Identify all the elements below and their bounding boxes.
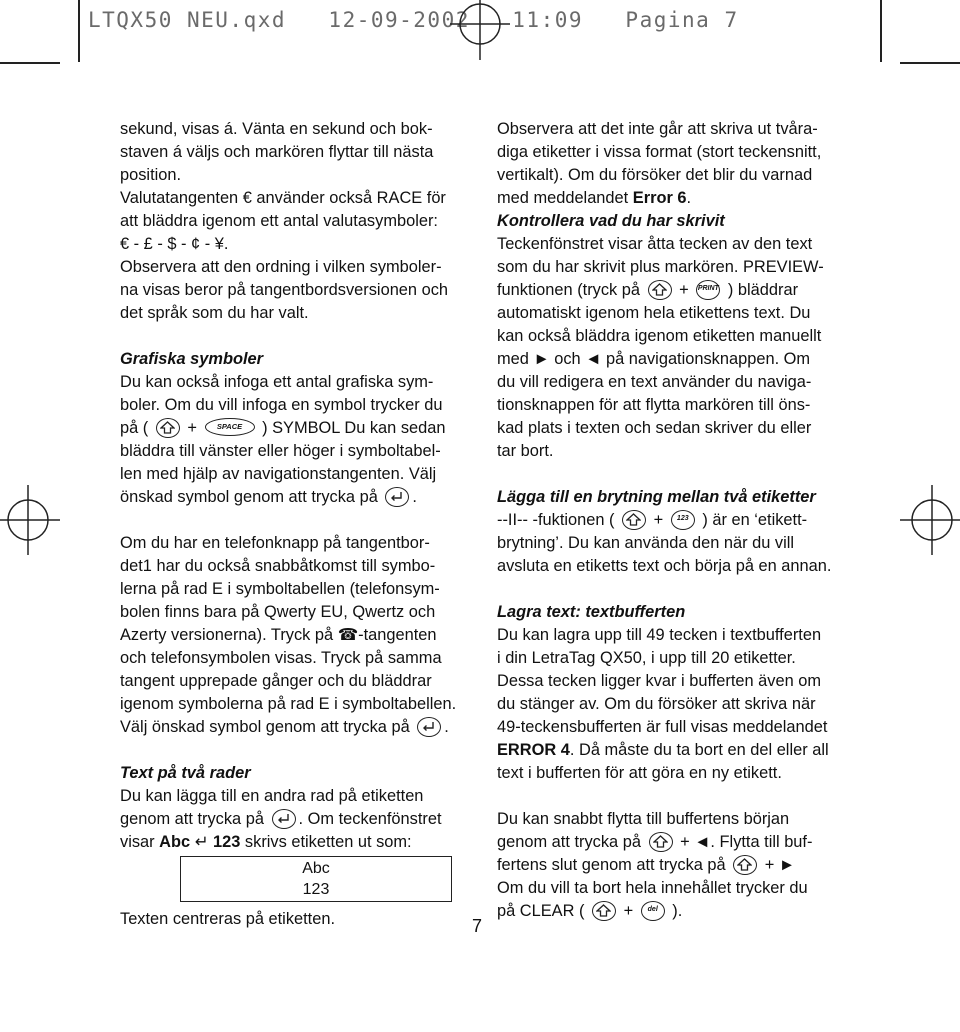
- text-line-with-key: genom att trycka på + ◄. Flytta till buf-: [497, 833, 813, 851]
- text-line: Du kan lägga till en andra rad på etiketten: [120, 787, 424, 805]
- text-line: du stänger av. Om du försöker att skriva när: [497, 695, 816, 713]
- text-line: som du har skrivit plus markören. PREVIEW-: [497, 258, 824, 276]
- text-line: ERROR 4. Då måste du ta bort en del eller all: [497, 741, 829, 759]
- text-line: och telefonsymbolen visas. Tryck på samma: [120, 649, 442, 667]
- section-heading-grafiska: Grafiska symboler: [120, 350, 264, 368]
- registration-mark-right: [900, 480, 960, 560]
- text-line: staven á väljs och markören flyttar till nästa: [120, 143, 434, 161]
- text-line-with-keys: funktionen (tryck på + PRINT ) bläddrar: [497, 281, 799, 299]
- text-line: igenom symbolerna på rad E i symboltabellen.: [120, 695, 457, 713]
- text-line: visar Abc ↵ 123 skrivs etiketten ut som:: [120, 833, 412, 851]
- crop-mark-top-right: [880, 0, 882, 62]
- document-slug-header: LTQX50 NEU.qxd 12-09-2002 11:09 Pagina 7: [88, 8, 739, 32]
- text-line: Du kan snabbt flytta till buffertens början: [497, 810, 790, 828]
- currency-symbols-line: € - £ - $ - ¢ - ¥.: [120, 235, 229, 253]
- text-line: brytning’. Du kan använda den när du vill: [497, 534, 795, 552]
- text-line: Om du har en telefonknapp på tangentbor-: [120, 534, 430, 552]
- text-line: Texten centreras på etiketten.: [120, 910, 336, 928]
- text-line: na visas beror på tangentbordsversionen och: [120, 281, 449, 299]
- crop-mark-top-left: [78, 0, 80, 62]
- text-line: i din LetraTag QX50, i upp till 20 etiketter.: [497, 649, 796, 667]
- text-line-with-key: Välj önskad symbol genom att trycka på .: [120, 718, 449, 736]
- crop-mark-top-left-h: [0, 62, 60, 64]
- shift-key-icon: [648, 280, 672, 300]
- shift-key-icon: [592, 901, 616, 921]
- section-heading-brytning: Lägga till en brytning mellan två etiketter: [497, 488, 816, 506]
- section-heading-tva-rader: Text på två rader: [120, 764, 251, 782]
- text-line: Valutatangenten € använder också RACE för: [120, 189, 446, 207]
- space-key-icon: SPACE: [205, 418, 255, 436]
- text-line: det språk som du har valt.: [120, 304, 309, 322]
- text-line-with-key: önskad symbol genom att trycka på .: [120, 488, 417, 506]
- text-line: Azerty versionerna). Tryck på ☎-tangenten: [120, 626, 437, 644]
- text-line-with-key: fertens slut genom att trycka på + ►: [497, 856, 796, 874]
- text-line-with-keys: på ( + SPACE ) SYMBOL Du kan sedan: [120, 419, 446, 437]
- text-line: len med hjälp av navigationstangenten. Välj: [120, 465, 437, 483]
- text-line: kan också bläddra igenom etiketten manuellt: [497, 327, 822, 345]
- text-line: Observera att det inte går att skriva ut tvåra-: [497, 120, 818, 138]
- text-line: kad plats i texten och sedan skriver du eller: [497, 419, 812, 437]
- label-preview-box: Abc 123: [180, 856, 452, 902]
- text-line: diga etiketter i vissa format (stort teckensnitt,: [497, 143, 822, 161]
- text-line: Om du vill ta bort hela innehållet trycker du: [497, 879, 808, 897]
- registration-mark-left: [0, 480, 60, 560]
- text-line-with-keys: på CLEAR ( + del ).: [497, 902, 683, 920]
- enter-key-icon: [272, 809, 296, 829]
- right-column: [497, 118, 842, 923]
- page-number: 7: [472, 916, 483, 936]
- text-line: med meddelandet Error 6.: [497, 189, 692, 207]
- delete-key-icon: del: [641, 901, 665, 921]
- text-line: Teckenfönstret visar åtta tecken av den text: [497, 235, 813, 253]
- enter-key-icon: [417, 717, 441, 737]
- text-line: lerna på rad E i symboltabellen (telefonsym-: [120, 580, 440, 598]
- text-line: Dessa tecken ligger kvar i bufferten även om: [497, 672, 822, 690]
- enter-key-icon: [385, 487, 409, 507]
- text-line-with-key: genom att trycka på . Om teckenfönstret: [120, 810, 442, 828]
- line-break-symbol: ↵: [194, 833, 209, 851]
- text-line: avsluta en etiketts text och börja på en annan.: [497, 557, 832, 575]
- text-line: tar bort.: [497, 442, 554, 460]
- text-line: automatiskt igenom hela etikettens text. Du: [497, 304, 811, 322]
- text-line: position.: [120, 166, 182, 184]
- text-line: bläddra till vänster eller höger i symboltabel-: [120, 442, 441, 460]
- shift-key-icon: [649, 832, 673, 852]
- registration-mark-top: [440, 0, 520, 60]
- text-line: tionsknappen för att flytta markören till öns-: [497, 396, 811, 414]
- text-line: Du kan lagra upp till 49 tecken i textbufferten: [497, 626, 822, 644]
- section-heading-kontrollera: Kontrollera vad du har skrivit: [497, 212, 725, 230]
- crop-mark-top-right-h: [900, 62, 960, 64]
- text-line-with-keys: --II-- -fuktionen ( + 123 ) är en ‘etikett-: [497, 511, 808, 529]
- text-line: att bläddra igenom ett antal valutasymboler:: [120, 212, 438, 230]
- text-line: bolen finns bara på Qwerty EU, Qwertz och: [120, 603, 436, 621]
- text-line: Du kan också infoga ett antal grafiska sym-: [120, 373, 434, 391]
- label-break-key-icon: 123: [671, 510, 695, 530]
- text-line: 49-teckensbufferten är full visas meddelandet: [497, 718, 828, 736]
- shift-key-icon: [733, 855, 757, 875]
- shift-key-icon: [622, 510, 646, 530]
- text-line: tangent upprepade gånger och du bläddrar: [120, 672, 432, 690]
- text-line: det1 har du också snabbåtkomst till symbo-: [120, 557, 436, 575]
- text-line: vertikalt). Om du försöker det blir du varnad: [497, 166, 813, 184]
- text-line: sekund, visas á. Vänta en sekund och bok-: [120, 120, 433, 138]
- print-key-icon: PRINT: [696, 280, 720, 300]
- text-line: boler. Om du vill infoga en symbol trycker du: [120, 396, 443, 414]
- shift-key-icon: [156, 418, 180, 438]
- text-line: text i bufferten för att göra en ny etikett.: [497, 764, 782, 782]
- text-line: Observera att den ordning i vilken symboler-: [120, 258, 442, 276]
- left-column: [120, 118, 465, 931]
- text-line: du vill redigera en text använder du naviga-: [497, 373, 812, 391]
- text-line: med ► och ◄ på navigationsknappen. Om: [497, 350, 811, 368]
- section-heading-lagra: Lagra text: textbufferten: [497, 603, 686, 621]
